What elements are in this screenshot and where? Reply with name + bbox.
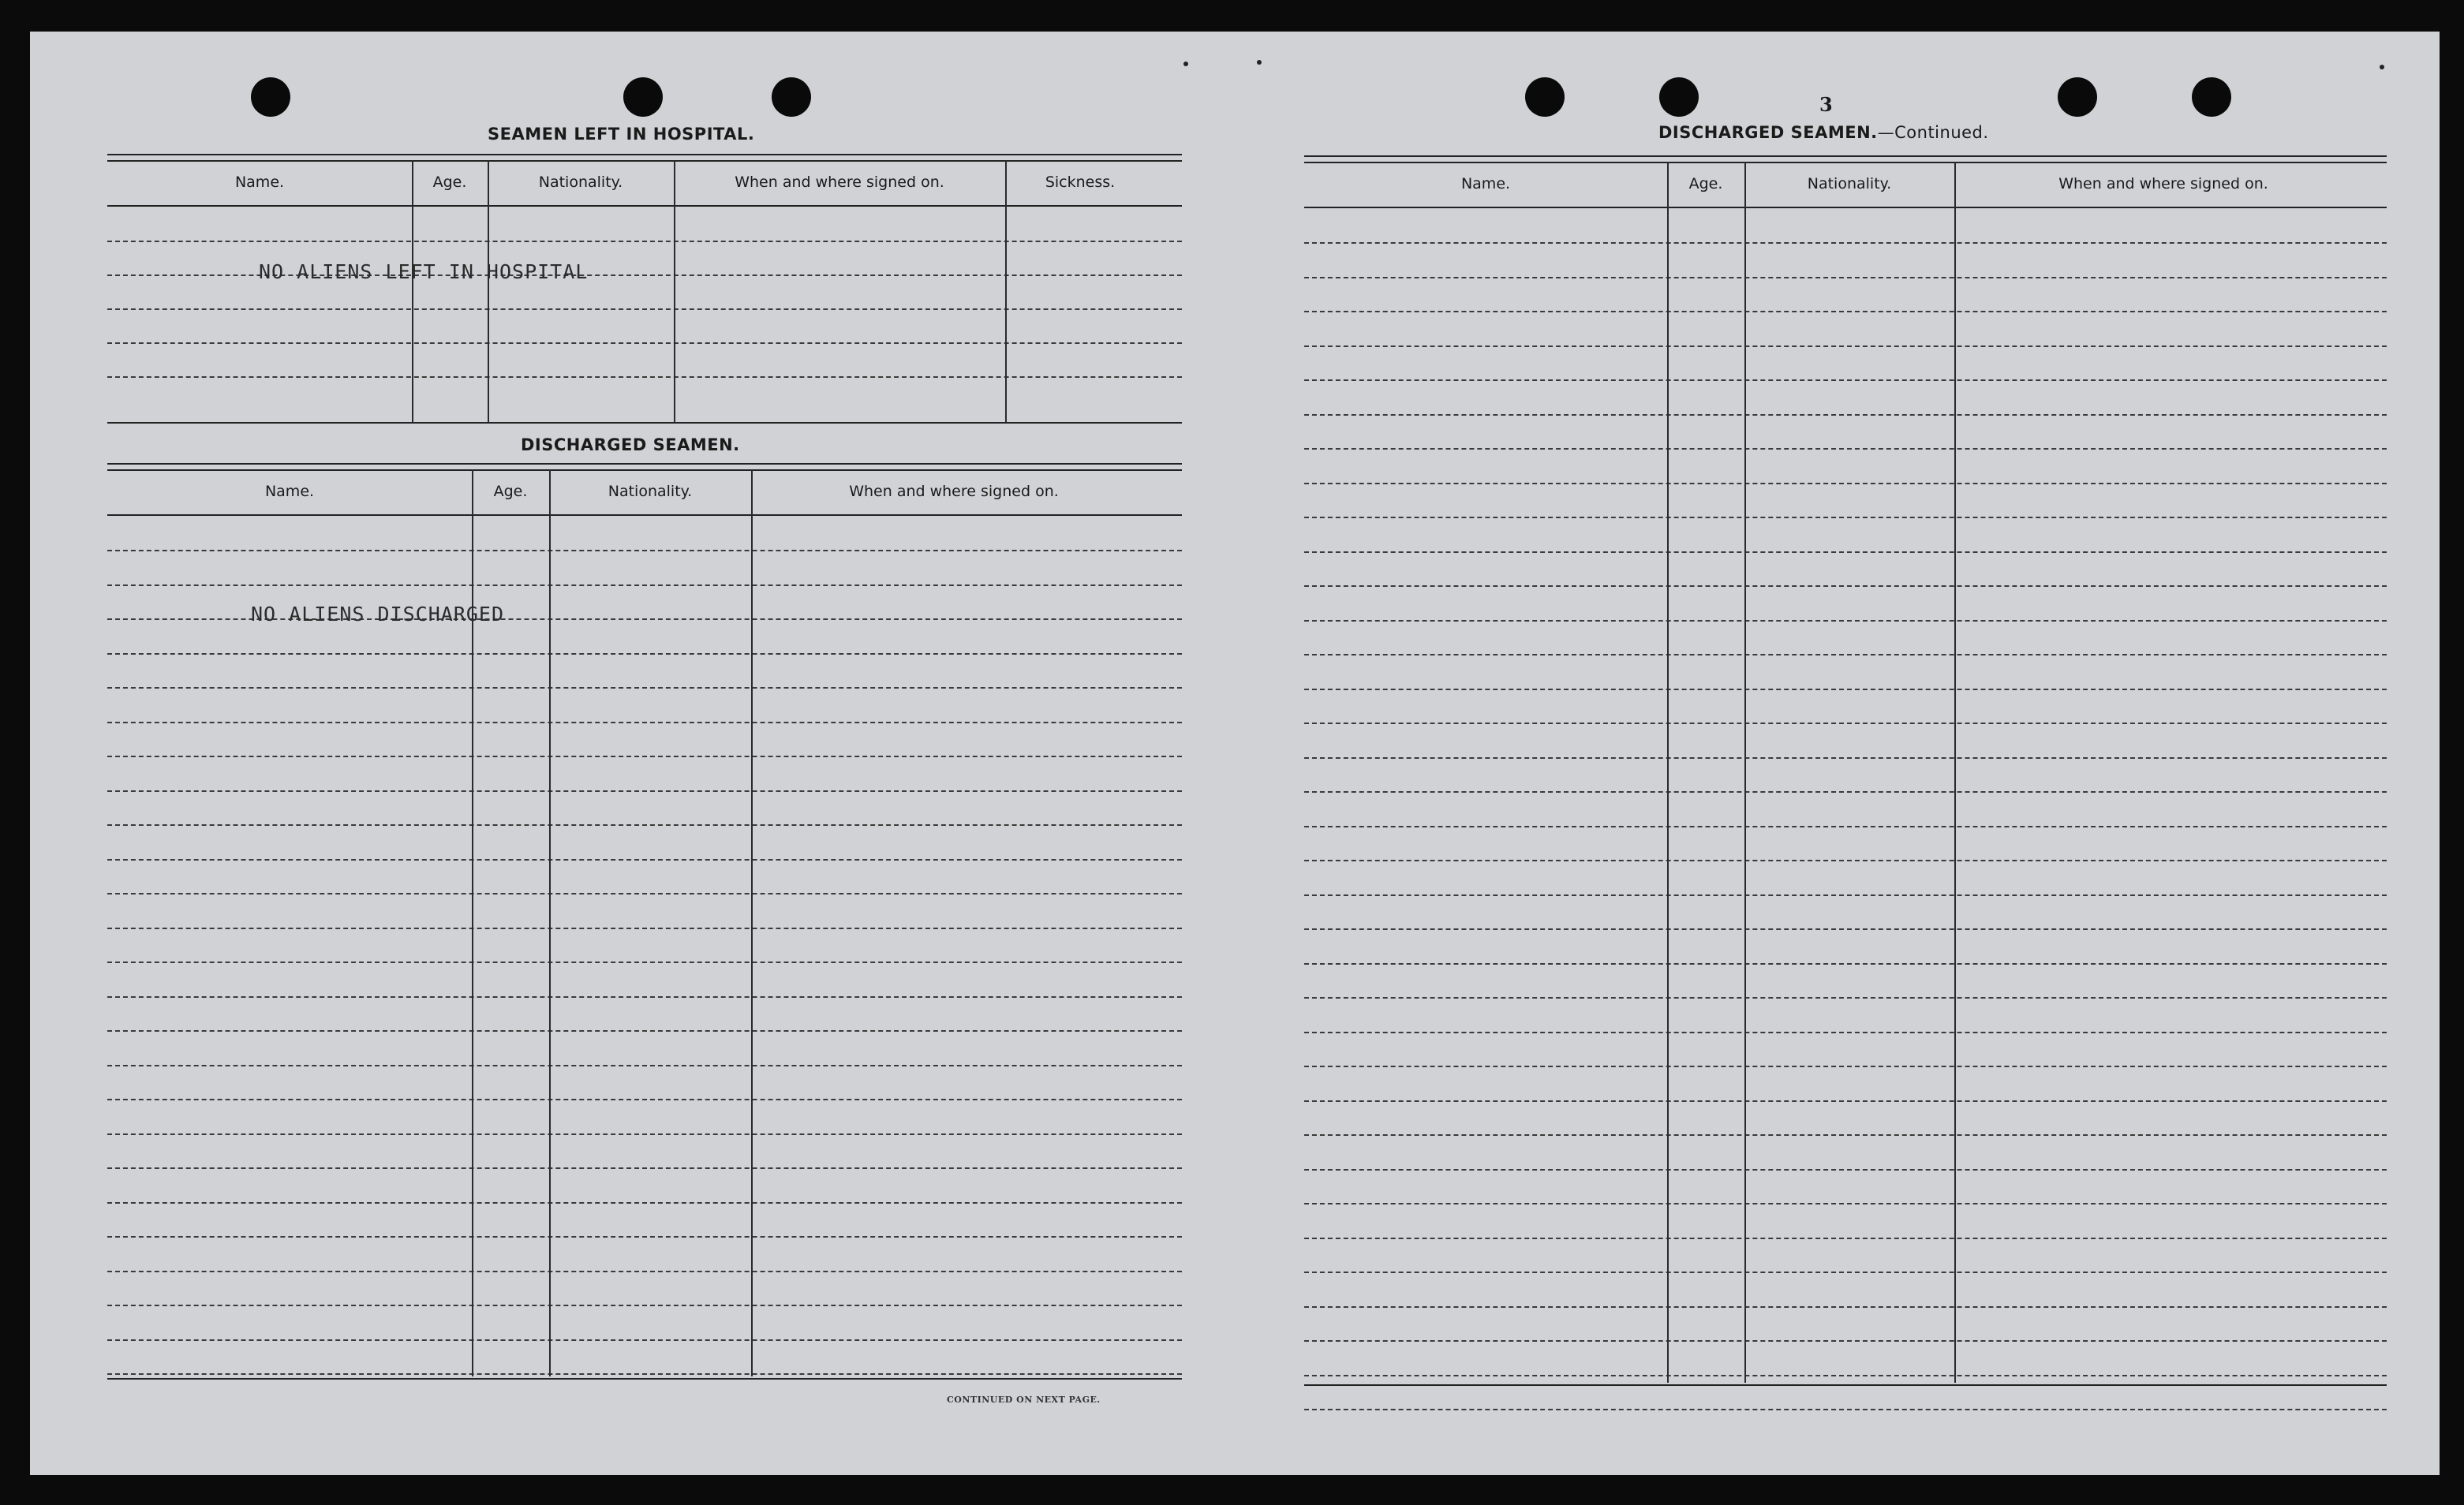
table-row <box>1304 860 2387 861</box>
column-header-nationality: Nationality. <box>1807 175 1892 192</box>
table-row <box>107 893 1182 894</box>
table-row <box>107 824 1182 826</box>
table-row <box>1304 689 2387 690</box>
table-row <box>1304 414 2387 416</box>
table-row <box>107 1236 1182 1238</box>
table-row <box>1304 517 2387 518</box>
table-row <box>107 1167 1182 1169</box>
table-row <box>1304 1032 2387 1033</box>
table-row <box>1304 379 2387 381</box>
table-row <box>1304 585 2387 587</box>
hospital-section-title: SEAMEN LEFT IN HOSPITAL. <box>488 125 755 144</box>
table-row <box>1304 620 2387 622</box>
column-header-age: Age. <box>1688 175 1723 192</box>
punch-hole <box>2058 77 2097 117</box>
table-row <box>1304 1272 2387 1273</box>
table-row <box>107 1133 1182 1135</box>
table-row <box>1304 277 2387 278</box>
table-row <box>1304 1340 2387 1342</box>
column-header-name: Name. <box>264 483 315 500</box>
table-row <box>107 1030 1182 1032</box>
punch-hole <box>623 77 663 117</box>
table-row <box>107 756 1182 757</box>
table-row <box>107 308 1182 310</box>
table-row <box>1304 894 2387 896</box>
table-row <box>107 859 1182 861</box>
table-row <box>107 342 1182 344</box>
table-row <box>1304 723 2387 724</box>
continued-table-header <box>1304 162 2387 206</box>
table-row <box>107 241 1182 242</box>
discharged-continued-table <box>1304 155 2387 1402</box>
table-row <box>107 1339 1182 1341</box>
column-header-age: Age. <box>432 174 467 191</box>
table-row <box>1304 1134 2387 1136</box>
table-row <box>107 1271 1182 1272</box>
table-row <box>107 1305 1182 1306</box>
table-row <box>1304 448 2387 450</box>
table-row <box>1304 997 2387 999</box>
table-row <box>1304 928 2387 930</box>
ink-speck <box>1183 62 1188 66</box>
table-row <box>1304 1203 2387 1204</box>
punch-hole <box>772 77 811 117</box>
table-row <box>107 1099 1182 1100</box>
ink-speck <box>1257 60 1262 65</box>
table-row <box>1304 311 2387 312</box>
discharged-typed-note: NO ALIENS DISCHARGED <box>251 603 505 626</box>
hospital-table-header <box>107 160 1182 204</box>
table-row <box>1304 242 2387 244</box>
column-header-age: Age. <box>493 483 528 500</box>
column-header-nationality: Nationality. <box>608 483 693 500</box>
table-row <box>1304 757 2387 759</box>
punch-hole <box>251 77 290 117</box>
table-row <box>107 996 1182 998</box>
table-row <box>1304 1238 2387 1239</box>
continued-rows <box>1304 207 2387 1390</box>
right-section-title-suffix: —Continued. <box>1877 123 1989 142</box>
table-row <box>1304 1100 2387 1102</box>
table-row <box>1304 791 2387 793</box>
punch-hole <box>2192 77 2231 117</box>
table-row <box>107 376 1182 378</box>
table-row <box>107 584 1182 586</box>
table-row <box>107 790 1182 792</box>
table-row <box>107 653 1182 655</box>
discharged-rows <box>107 514 1182 1382</box>
right-section-title-main: DISCHARGED SEAMEN. <box>1658 123 1878 142</box>
table-row <box>107 1065 1182 1066</box>
table-row <box>107 1202 1182 1204</box>
column-header-name: Name. <box>1460 175 1511 192</box>
table-row <box>1304 1409 2387 1410</box>
table-row <box>1304 963 2387 965</box>
column-header-nationality: Nationality. <box>538 174 623 191</box>
punch-hole <box>1525 77 1565 117</box>
hospital-rows <box>107 205 1182 422</box>
table-row <box>1304 826 2387 827</box>
table-row <box>1304 1375 2387 1376</box>
column-header-name: Name. <box>234 174 285 191</box>
table-row <box>107 928 1182 929</box>
table-row <box>1304 483 2387 484</box>
ink-speck <box>2380 65 2384 69</box>
table-row <box>107 687 1182 689</box>
table-row <box>107 550 1182 551</box>
column-header-signed-on: When and where signed on. <box>2058 175 2268 192</box>
continued-footer: CONTINUED ON NEXT PAGE. <box>947 1395 1101 1405</box>
column-header-signed-on: When and where signed on. <box>735 174 944 191</box>
hospital-typed-note: NO ALIENS LEFT IN HOSPITAL <box>259 260 589 283</box>
table-row <box>1304 1066 2387 1067</box>
table-row <box>107 722 1182 723</box>
table-row <box>1304 345 2387 347</box>
punch-hole <box>1659 77 1699 117</box>
column-header-signed-on: When and where signed on. <box>849 483 1059 500</box>
table-row <box>107 962 1182 963</box>
document-sheet <box>30 32 2440 1475</box>
hospital-table <box>107 154 1182 438</box>
table-row <box>1304 551 2387 553</box>
right-section-title <box>1658 123 1989 142</box>
table-row <box>1304 654 2387 655</box>
column-header-sickness: Sickness. <box>1045 174 1116 191</box>
table-row <box>1304 1169 2387 1171</box>
table-row <box>107 1373 1182 1375</box>
table-row <box>1304 1306 2387 1308</box>
page-number: 3 <box>1819 93 1833 116</box>
discharged-table-header <box>107 469 1182 513</box>
discharged-section-title: DISCHARGED SEAMEN. <box>521 435 740 454</box>
